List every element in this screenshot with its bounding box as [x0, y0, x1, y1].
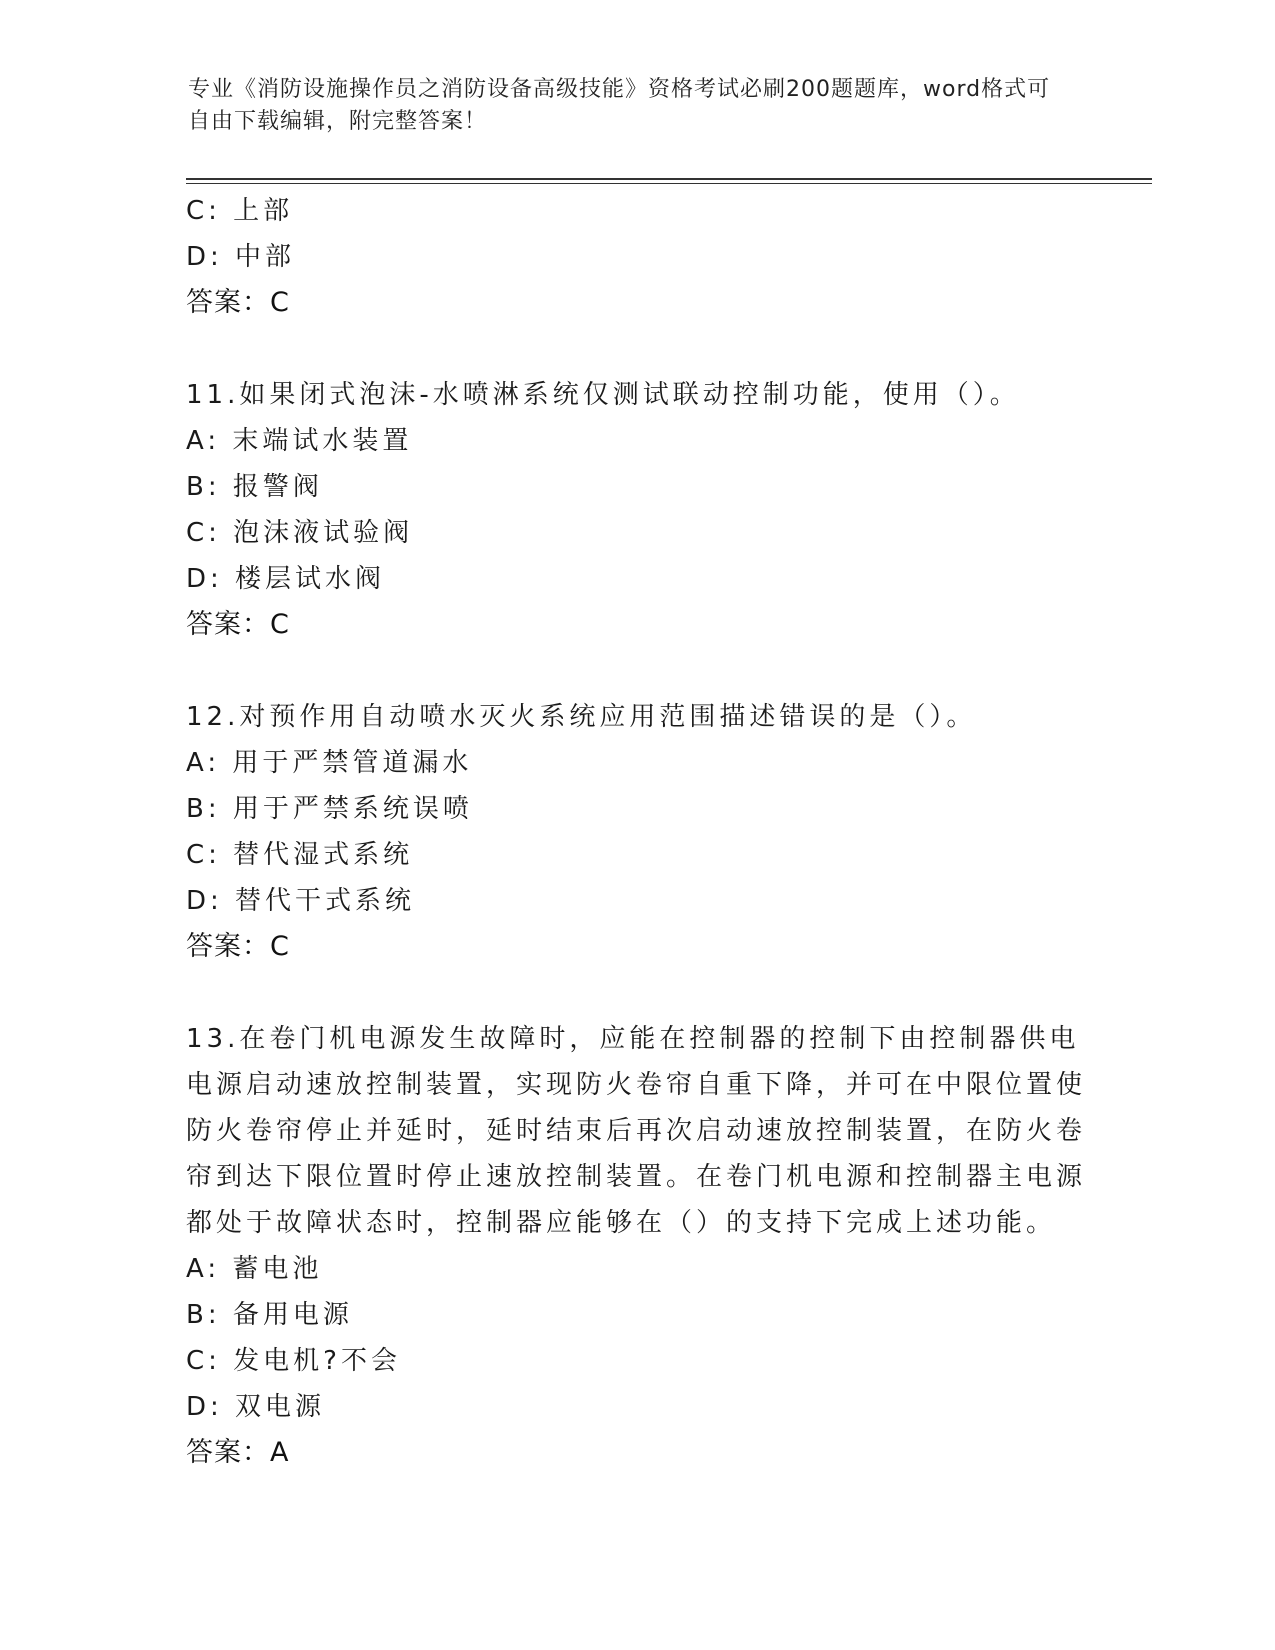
- option-a: A: 蓄电池: [186, 1254, 323, 1284]
- spacer: [186, 326, 1086, 372]
- option-c: C: 替代湿式系统: [186, 840, 414, 870]
- spacer: [186, 648, 1086, 694]
- option-b: B: 报警阀: [186, 472, 323, 502]
- answer-line: 答案：A: [186, 1437, 290, 1468]
- document-header: 专业《消防设施操作员之消防设备高级技能》资格考试必刷200题题库，word格式可自由下载编辑，附完整答案！: [188, 77, 1051, 134]
- answer-line: 答案：C: [186, 609, 290, 640]
- question-11: [186, 372, 1086, 648]
- answer-line: 答案：C: [186, 931, 290, 962]
- option-c: C: 发电机?不会: [186, 1346, 401, 1376]
- answer-line: 答案：C: [186, 287, 290, 318]
- option-d: D: 替代干式系统: [186, 886, 416, 916]
- document-body: [186, 188, 1086, 1476]
- option-b: B: 用于严禁系统误喷: [186, 794, 473, 824]
- option-c: C: 泡沫液试验阀: [186, 518, 414, 548]
- spacer: [186, 970, 1086, 1016]
- question-carryover: [186, 188, 1086, 326]
- question-13: [186, 1016, 1086, 1476]
- option-c: C: 上部: [186, 196, 294, 226]
- header-rule-thick: [186, 178, 1152, 180]
- option-d: D: 中部: [186, 242, 296, 272]
- header-rule-thin: [186, 183, 1152, 184]
- option-a: A: 末端试水装置: [186, 426, 413, 456]
- option-b: B: 备用电源: [186, 1300, 353, 1330]
- question-stem: 12.对预作用自动喷水灭火系统应用范围描述错误的是（）。: [186, 702, 977, 732]
- question-12: [186, 694, 1086, 970]
- question-stem: 11.如果闭式泡沫-水喷淋系统仅测试联动控制功能，使用（）。: [186, 380, 1020, 410]
- option-d: D: 双电源: [186, 1392, 326, 1422]
- option-d: D: 楼层试水阀: [186, 564, 386, 594]
- question-stem: 13.在卷门机电源发生故障时，应能在控制器的控制下由控制器供电电源启动速放控制装置，实现防火卷帘自重下降，并可在中限位置使防火卷帘停止并延时，延时结束后再次启动速放控制装置，在防火卷帘到达下限位置时停止速放控制装置。在卷门机电源和控制器主电源都处于故障状态时，控制器应能够在（）的支持下完成上述功能。: [186, 1024, 1087, 1238]
- option-a: A: 用于严禁管道漏水: [186, 748, 473, 778]
